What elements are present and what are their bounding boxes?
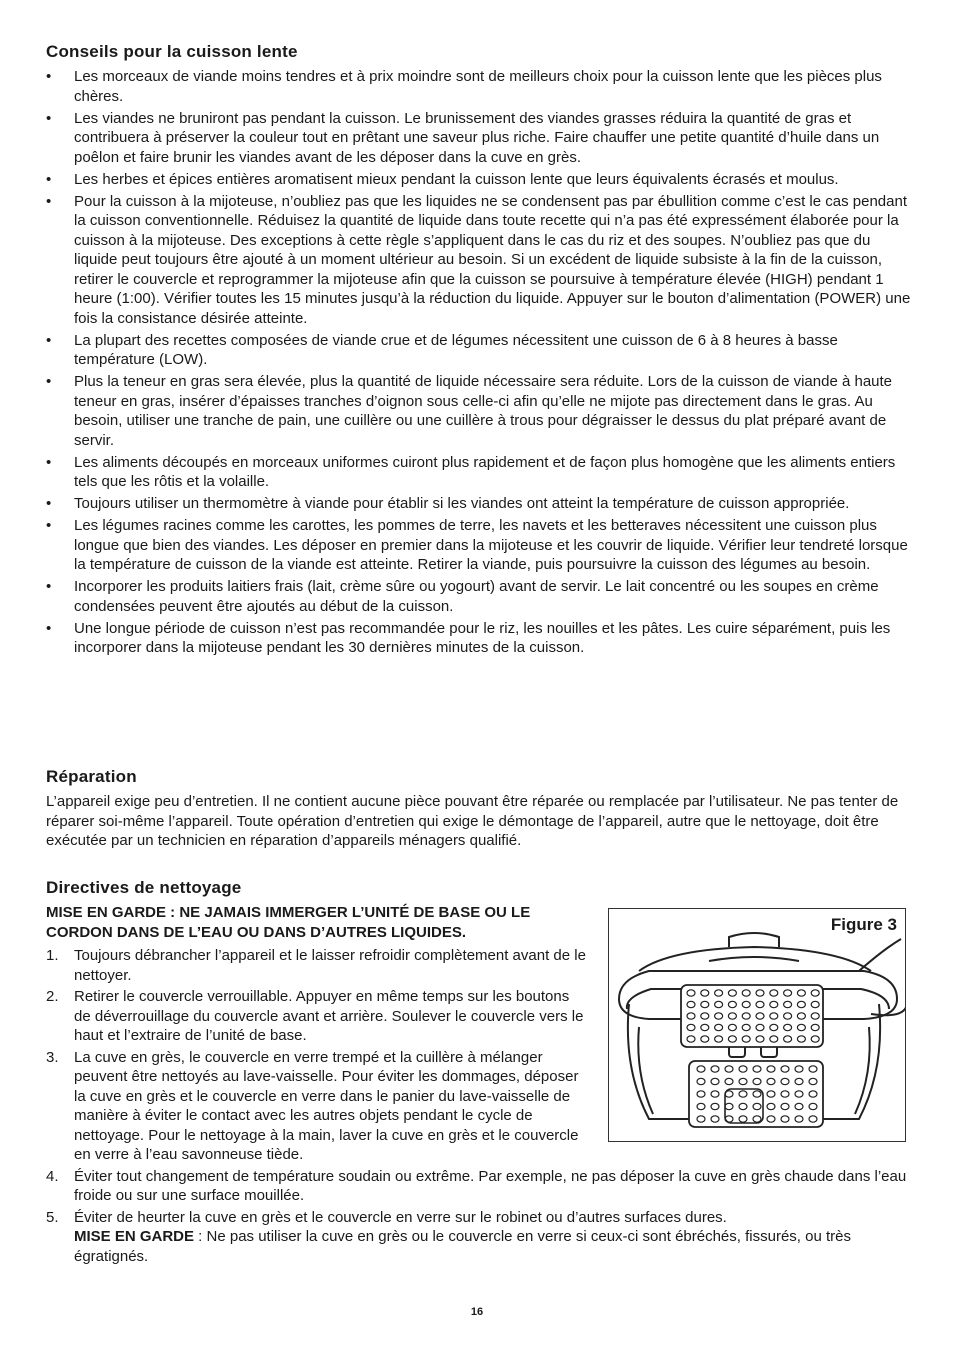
cleaning-step bbox=[46, 1167, 912, 1206]
heading-nettoyage: Directives de nettoyage bbox=[46, 878, 242, 897]
conseil-item: • Incorporer les produits laitiers frais (lait, crème sûre ou yogourt) avant de servir. Le lait concentré ou les soupes en crème condensées peuvent être ajoutés au début de la cuisson. bbox=[46, 577, 912, 616]
step-warning-text: : Ne pas utiliser la cuve en grès ou le couvercle en verre si ceux-ci sont ébréchés, fissurés, ou très égratignés. bbox=[74, 1228, 851, 1265]
step-number: 2. bbox=[46, 988, 59, 1005]
cleaning-step bbox=[46, 1048, 586, 1165]
step-number: 1. bbox=[46, 947, 59, 964]
conseil-item: • Toujours utiliser un thermomètre à viande pour établir si les viandes ont atteint la température de cuisson appropriée. bbox=[46, 494, 912, 514]
step-text: La cuve en grès, le couvercle en verre trempé et la cuillère à mélanger peuvent être nettoyés au lave-vaisselle. Pour éviter les dommages, déposer la cuve en grès et le couvercle en verre dans le panier du lave-vaisselle de manière à éviter le contact avec les autres objets pendant le cycle de nettoyage. Pour le nettoyage à la main, laver la cuve en grès et le couvercle en verre à l’eau savonneuse tiède. bbox=[74, 1048, 579, 1163]
cleaning-step bbox=[46, 987, 586, 1046]
conseil-item: • Pour la cuisson à la mijoteuse, n’oubliez pas que les liquides ne se condensent pas par ébullition comme c’est le cas pendant la cuisson conventionnelle. Réduisez la quantité de liquide dans toute recette qui n’a pas été expressément élaborée pour la cuisson à la mijoteuse. Des exceptions à cette règle s’appliquent dans le cas du riz et des soupes. N’oubliez pas que du liquide peut toujours être ajouté à un moment ultérieur au besoin. Si un excédent de liquide subsiste à la fin de la cuisson, retirer le couvercle et reprogrammer la mijoteuse afin que la cuisson se poursuive à température élevée (HIGH) pendant 1 heure (1:00). Vérifier toutes les 15 minutes jusqu’à la réduction du liquide. Appuyer sur le bouton d’alimentation (POWER) une fois la consistance désirée atteinte. bbox=[46, 192, 912, 329]
conseil-item: • Les aliments découpés en morceaux uniformes cuiront plus rapidement et de façon plus homogène que les aliments entiers tels que les rôtis et la volaille. bbox=[46, 453, 912, 492]
cleaning-step bbox=[46, 946, 586, 985]
heading-reparation: Réparation bbox=[46, 767, 137, 786]
step-text: Retirer le couvercle verrouillable. Appuyer en même temps sur les boutons de déverrouillage du couvercle avant et arrière. Soulever le couvercle vers le haut et l’extraire de l’unité de base. bbox=[74, 988, 584, 1044]
conseil-item: • Une longue période de cuisson n’est pas recommandée pour le riz, les nouilles et les pâtes. Les cuire séparément, puis les incorporer dans la mijoteuse pendant les 30 dernières minutes de la cuisson. bbox=[46, 619, 912, 658]
page-number: 16 bbox=[470, 1306, 484, 1318]
figure-3 bbox=[608, 908, 906, 1142]
step-number: 3. bbox=[46, 1048, 59, 1066]
conseil-item: • La plupart des recettes composées de viande crue et de légumes nécessitent une cuisson de 6 à 8 heures à basse température (LOW). bbox=[46, 331, 912, 370]
warning-immersion: MISE EN GARDE : NE JAMAIS IMMERGER L’UNITÉ DE BASE OU LE CORDON DANS DE L’EAU OU DANS D’AUTRES LIQUIDES. bbox=[46, 904, 531, 941]
step-number: 4. bbox=[46, 1167, 59, 1185]
cleaning-step bbox=[46, 1208, 912, 1267]
step-text: Éviter tout changement de température soudain ou extrême. Par exemple, ne pas déposer la cuve en grès chaude dans l’eau froide ou sur une surface mouillée. bbox=[74, 1167, 907, 1204]
conseil-item: • Les viandes ne bruniront pas pendant la cuisson. Le brunissement des viandes grasses réduira la quantité de gras et contribuera à préserver la couleur tout en prêtant une saveur plus riche. Faire chauffer une petite quantité d’huile dans un poêlon et faire brunir les viandes avant de les déposer dans la cuve en grès. bbox=[46, 109, 912, 168]
slow-cooker-illustration bbox=[609, 909, 906, 1142]
conseil-item: • Les herbes et épices entières aromatisent mieux pendant la cuisson lente que leurs équivalents écrasés et moulus. bbox=[46, 170, 912, 190]
conseil-item: • Les morceaux de viande moins tendres et à prix moindre sont de meilleurs choix pour la cuisson lente que les pièces plus chères. bbox=[46, 67, 912, 106]
step-warning-label: MISE EN GARDE bbox=[74, 1228, 195, 1245]
step-number: 5. bbox=[46, 1208, 59, 1226]
heading-conseils: Conseils pour la cuisson lente bbox=[46, 42, 298, 61]
reparation-text: L’appareil exige peu d’entretien. Il ne contient aucune pièce pouvant être réparée ou remplacée par l’utilisateur. Ne pas tenter de réparer soi-même l’appareil. Toute opération d’entretien qui exige le démontage de l’appareil, autre que le nettoyage, doit être exécutée par un technicien en réparation d’appareils ménagers qualifié. bbox=[46, 793, 899, 849]
conseil-item: • Plus la teneur en gras sera élevée, plus la quantité de liquide nécessaire sera réduite. Lors de la cuisson de viande à haute teneur en gras, insérer d’épaisses tranches d’oignon sous celle-ci afin qu’elle ne mijote pas directement dans le gras. Au besoin, utiliser une tranche de pain, une cuillère ou une cuillère à trous pour dégraisser le dessus du plat préparé avant de servir. bbox=[46, 372, 912, 450]
conseils-list bbox=[46, 67, 912, 660]
figure-label: Figure 3 bbox=[830, 915, 897, 934]
conseil-item: • Les légumes racines comme les carottes, les pommes de terre, les navets et les betteraves nécessitent une cuisson plus longue que bien des viandes. Les déposer en premier dans la mijoteuse et les couvrir de liquide. Vérifier leur tendreté lorsque la température de cuisson de la viande est atteinte. Retirer la viande, puis poursuivre la cuisson des légumes au besoin. bbox=[46, 516, 912, 575]
step-text: Éviter de heurter la cuve en grès et le couvercle en verre sur le robinet ou d’autres surfaces dures. bbox=[74, 1208, 727, 1226]
step-text: Toujours débrancher l’appareil et le laisser refroidir complètement avant de le nettoyer. bbox=[74, 947, 586, 984]
